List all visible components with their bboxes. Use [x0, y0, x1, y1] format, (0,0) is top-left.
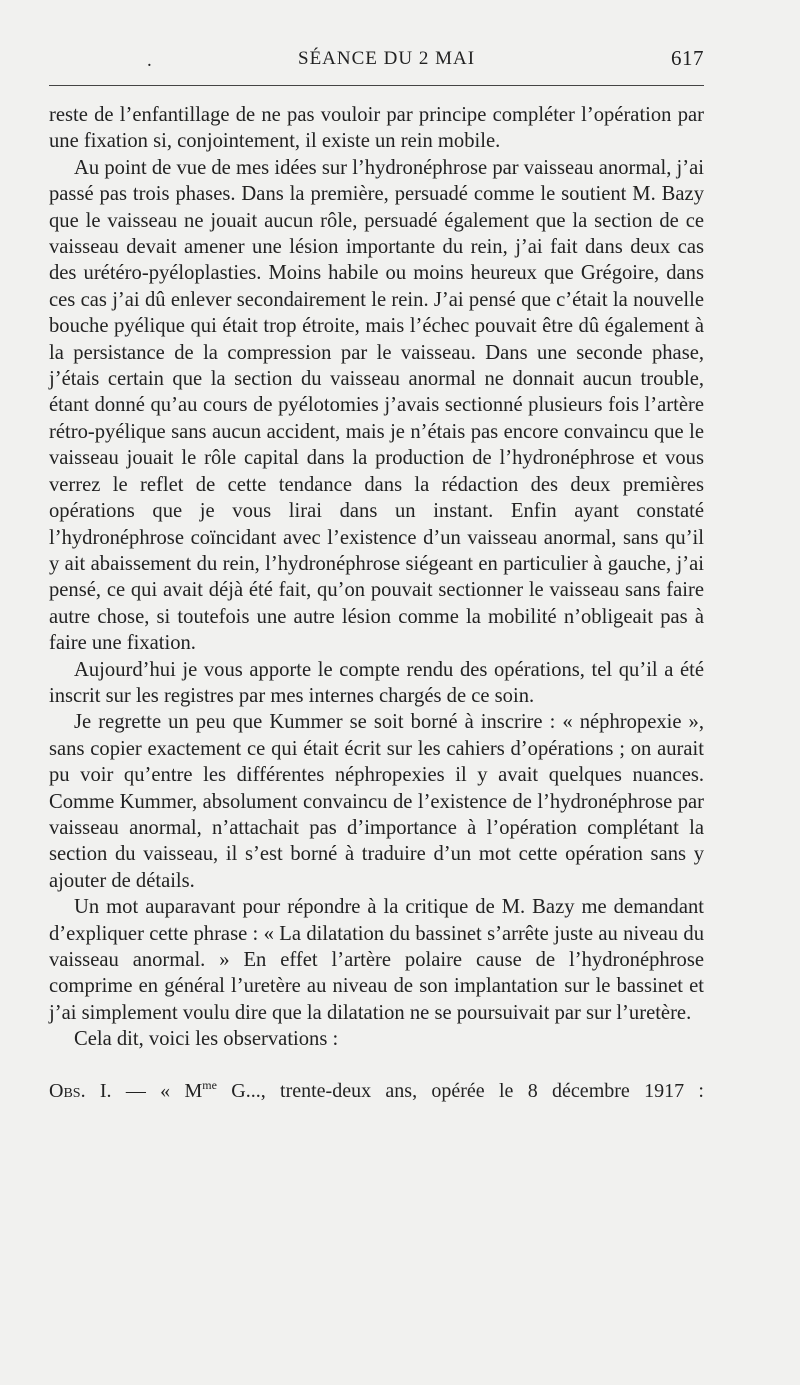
paragraph: Aujourd’hui je vous apporte le compte rendu des opérations, tel qu’il a été inscrit sur les registres par mes internes chargés de ce soin. — [49, 658, 704, 707]
observation-label: Obs. I. — [49, 1079, 112, 1102]
paragraph: Un mot auparavant pour répondre à la critique de M. Bazy me demandant d’expliquer cette phrase : « La dilatation du bassinet s’arrête juste au niveau du vaisseau anormal. » En effet l’artère polaire cause de l’hydronéphrose comprime en général l’uretère au niveau de son implantation sur le bassinet et j’ai simplement voulu dire que la dilatation ne se poursuivait par sur l’uretère. — [49, 896, 704, 1024]
observation-text: G..., trente-deux ans, opérée le 8 décembre 1917 : — [216, 1079, 704, 1102]
page-number: 617 — [671, 46, 704, 70]
header-dot: . — [147, 50, 153, 71]
running-title: SÉANCE DU 2 MAI — [298, 48, 476, 69]
paragraph: Cela dit, voici les observations : — [74, 1028, 339, 1051]
observation-line — [49, 1078, 704, 1104]
header-rule — [49, 85, 704, 86]
observation-superscript: me — [202, 1077, 217, 1092]
running-head — [49, 40, 704, 80]
observation-dash: — « M — [111, 1079, 203, 1102]
body-text — [49, 102, 704, 1053]
paragraph: Je regrette un peu que Kummer se soit borné à inscrire : « néphropexie », sans copier exactement ce qui était écrit sur les cahiers d’opérations ; on aurait pu voir qu’entre les différentes néphropexies il y avait quelques nuances. Comme Kummer, absolument convaincu de l’existence de l’hydronéphrose par vaisseau anormal, n’attachait pas d’importance à l’opération complétant la section du vaisseau, il s’est borné à traduire d’un mot cette opération sans y ajouter de détails. — [49, 711, 704, 892]
paragraph: reste de l’enfantillage de ne pas vouloir par principe compléter l’opération par une fixation si, conjointement, il existe un rein mobile. — [49, 104, 704, 153]
paragraph: Au point de vue de mes idées sur l’hydronéphrose par vaisseau anormal, j’ai passé pas trois phases. Dans la première, persuadé comme le soutient M. Bazy que le vaisseau ne jouait aucun rôle, persuadé également que la section de ce vaisseau devait amener une lésion importante du rein, j’ai fait dans deux cas des urétéro-pyéloplasties. Moins habile ou moins heureux que Grégoire, dans ces cas j’ai dû enlever secondairement le rein. J’ai pensé que c’était la nouvelle bouche pyélique qui était trop étroite, mais l’échec pouvait être dû également à la persistance de la compression par le vaisseau. Dans une seconde phase, j’étais certain que la section du vaisseau anormal ne donnait aucun trouble, étant donné qu’au cours de pyélotomies j’avais sectionné plusieurs fois l’artère rétro-pyélique sans aucun accident, mais je n’étais pas encore convaincu que le vaisseau jouait le rôle capital dans la production de l’hydronéphrose et vous verrez le reflet de cette tendance dans la rédaction des deux premières opérations que je vous lirai dans un instant. Enfin ayant constaté l’hydronéphrose coïncidant avec l’existence d’un vaisseau anormal, sans qu’il y ait abaissement du rein, l’hydronéphrose siégeant en particulier à gauche, j’ai pensé, ce qui avait déjà été fait, qu’on pouvait sectionner le vaisseau sans faire autre chose, si toutefois une autre lésion comme la mobilité n’obligeait pas à faire une fixation. — [49, 156, 704, 655]
document-page — [49, 40, 704, 1104]
